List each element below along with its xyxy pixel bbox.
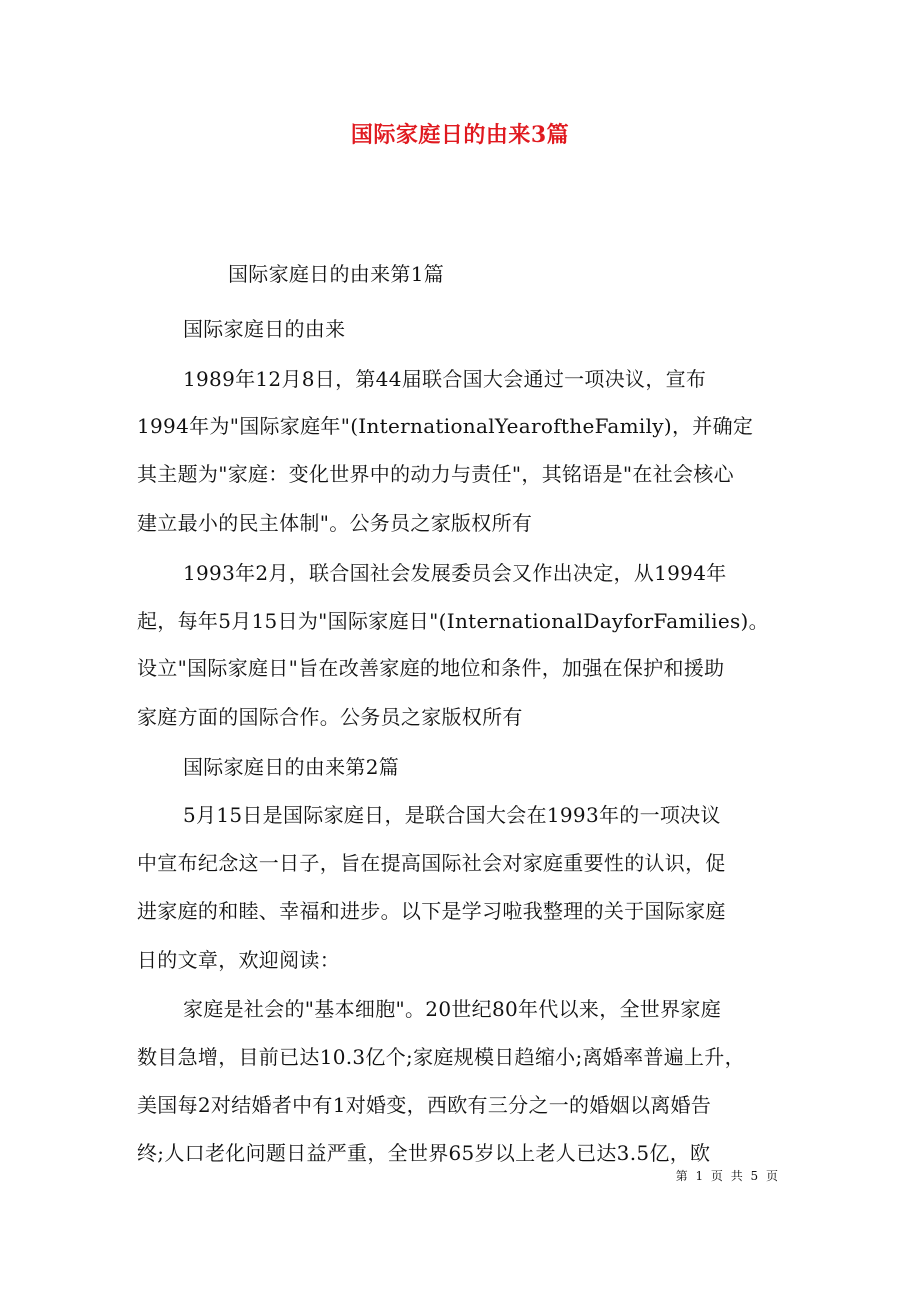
text-line: 建立最小的民主体制"。公务员之家版权所有 [137,511,533,535]
text-line: 设立"国际家庭日"旨在改善家庭的地位和条件，加强在保护和援助 [137,656,725,680]
document-title: 国际家庭日的由来3篇 [350,122,570,148]
text-line: 中宣布纪念这一日子，旨在提高国际社会对家庭重要性的认识，促 [137,851,726,875]
text-line: 家庭是社会的"基本细胞"。20世纪80年代以来，全世界家庭 [183,997,721,1021]
text-line: 起，每年5月15日为"国际家庭日"(InternationalDayforFamilies)。 [137,609,769,633]
text-line: 1993年2月，联合国社会发展委员会又作出决定，从1994年 [183,561,727,585]
text-line: 终;人口老化问题日益严重，全世界65岁以上老人已达3.5亿，欧 [137,1141,711,1165]
text-line: 其主题为"家庭：变化世界中的动力与责任"，其铭语是"在社会核心 [137,462,734,486]
text-line: 数目急增，目前已达10.3亿个;家庭规模日趋缩小;离婚率普遍上升， [137,1045,745,1069]
text-line: 国际家庭日的由来第1篇 [228,262,445,286]
text-line: 日的文章，欢迎阅读： [137,948,340,972]
text-line: 国际家庭日的由来 [183,317,346,341]
text-line: 5月15日是国际家庭日，是联合国大会在1993年的一项决议 [183,803,721,827]
text-line: 美国每2对结婚者中有1对婚变，西欧有三分之一的婚姻以离婚告 [137,1093,712,1117]
text-line: 国际家庭日的由来第2篇 [183,755,400,779]
page-footer: 第 1 页 共 5 页 [675,1169,780,1183]
text-line: 1994年为"国际家庭年"(InternationalYearoftheFamily)，并确定 [137,414,754,438]
text-line: 家庭方面的国际合作。公务员之家版权所有 [137,705,523,729]
text-line: 1989年12月8日，第44届联合国大会通过一项决议，宣布 [183,367,707,391]
text-line: 进家庭的和睦、幸福和进步。以下是学习啦我整理的关于国际家庭 [137,899,726,923]
